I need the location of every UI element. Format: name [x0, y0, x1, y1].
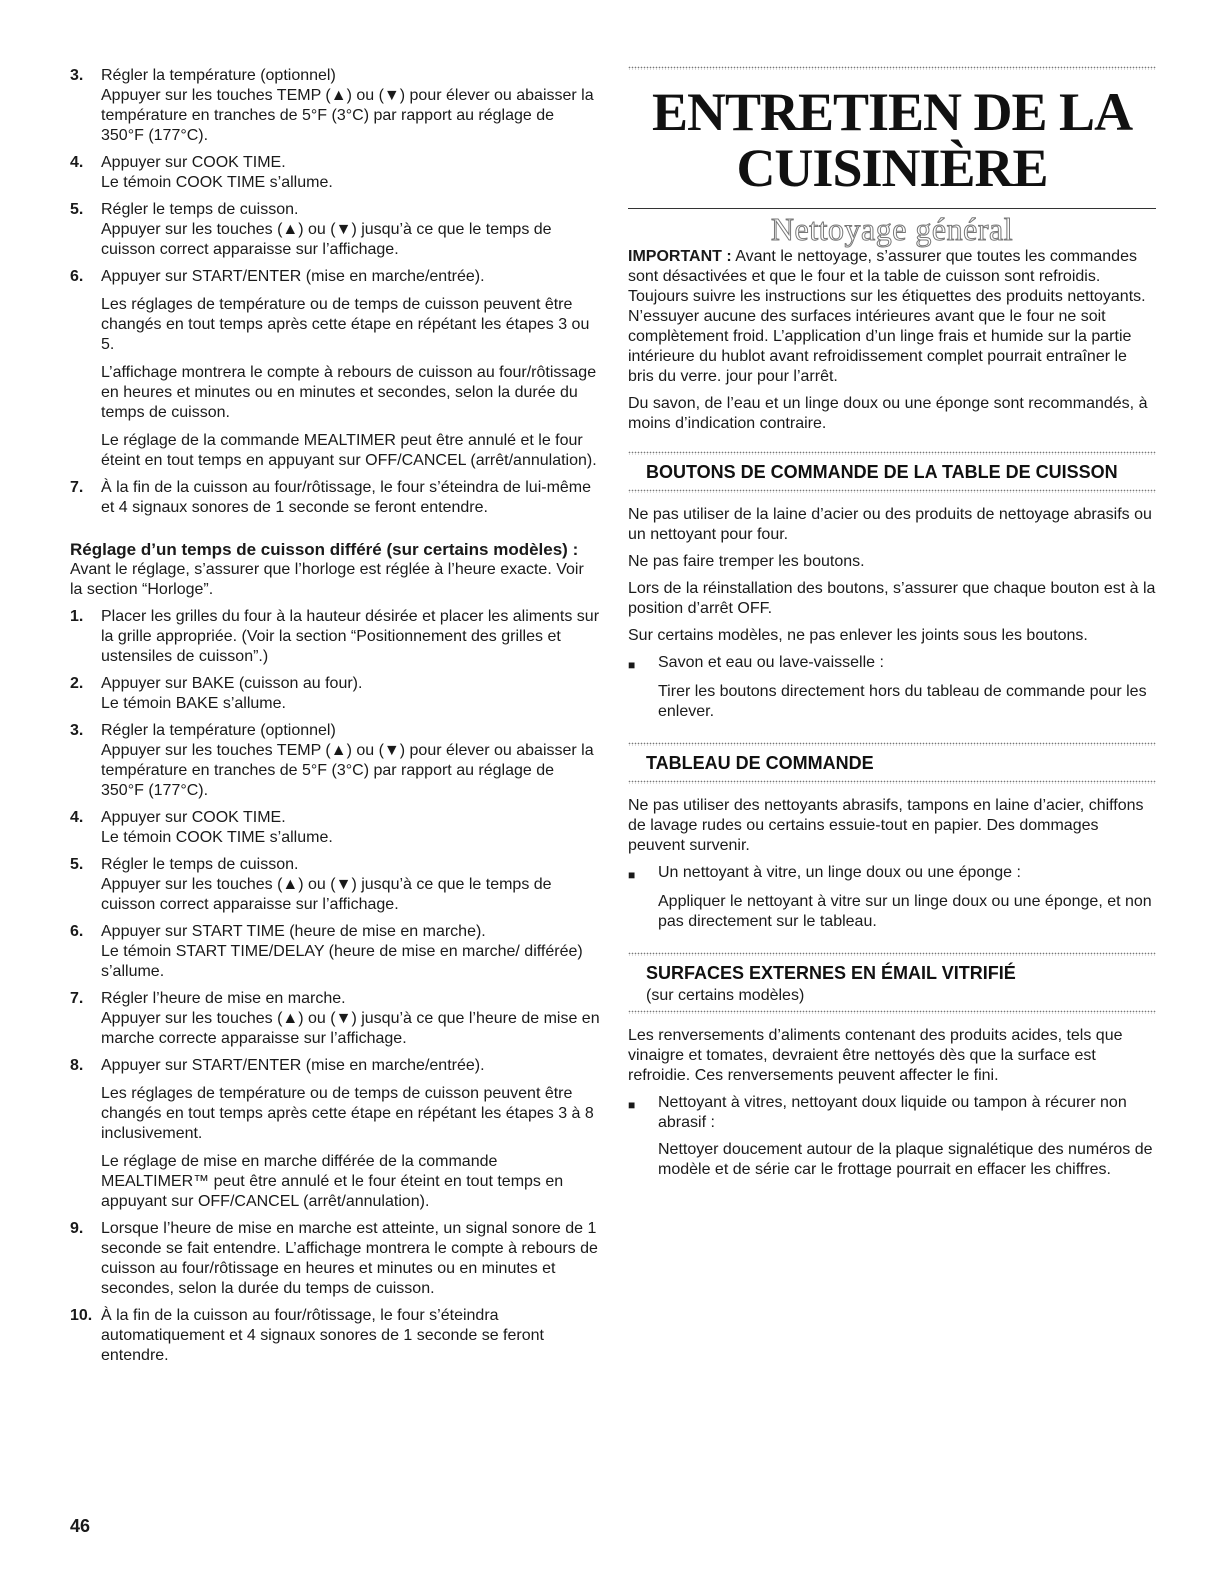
- step-2b: [70, 674, 600, 714]
- step-number: 4.: [70, 154, 84, 171]
- enamel-paragraph: Les renversements d’aliments contenant des produits acides, tels que vinaigre et tomates, devraient être nettoyés dès que la surface est refroidie. Ces renversements peuvent affecter le fini.: [628, 1027, 1123, 1084]
- step-text: Appuyer sur COOK TIME.: [101, 154, 286, 171]
- step-7a: [70, 478, 600, 518]
- step-text: Régler la température (optionnel): [101, 67, 336, 84]
- dotted-divider: [628, 66, 1156, 70]
- step-text: Le témoin COOK TIME s’allume.: [101, 174, 333, 191]
- step-text: Le témoin START TIME/DELAY (heure de mise en marche/ différée) s’allume.: [101, 943, 583, 980]
- step-number: 3.: [70, 67, 84, 84]
- title-line-2: CUISINIÈRE: [736, 138, 1048, 198]
- step-text: Appuyer sur les touches TEMP (▲) ou (▼) pour élever ou abaisser la température en tranches de 5°F (3°C) par rapport au réglage de 350°F (177°C).: [101, 87, 594, 144]
- step-text: Lorsque l’heure de mise en marche est atteinte, un signal sonore de 1 seconde se fait entendre. L’affichage montrera le compte à rebours de cuisson au four/rôtissage en heures et minutes ou en minutes et secondes, selon la durée du temps de cuisson.: [101, 1220, 598, 1297]
- section-heading-knobs: BOUTONS DE COMMANDE DE LA TABLE DE CUISSON: [646, 462, 1118, 482]
- step-text: Appuyer sur les touches TEMP (▲) ou (▼) pour élever ou abaisser la température en tranches de 5°F (3°C) par rapport au réglage de 350°F (177°C).: [101, 742, 594, 799]
- delay-intro: Avant le réglage, s’assurer que l’horloge est réglée à l’heure exacte. Voir la section “Horloge”.: [70, 561, 584, 598]
- page-title: [628, 84, 1156, 196]
- step-number: 7.: [70, 990, 84, 1007]
- dotted-divider: [628, 451, 1156, 455]
- bullet-text: Nettoyant à vitres, nettoyant doux liquide ou tampon à récurer non abrasif :: [658, 1094, 1127, 1131]
- step-text: Appuyer sur COOK TIME.: [101, 809, 286, 826]
- bullet-text: Savon et eau ou lave-vaisselle :: [658, 654, 884, 671]
- step-10b: [70, 1306, 600, 1366]
- left-column: [70, 66, 600, 1373]
- section-heading-control-panel: TABLEAU DE COMMANDE: [646, 753, 874, 773]
- important-paragraph: [628, 247, 1156, 387]
- knobs-paragraph: Lors de la réinstallation des boutons, s’assurer que chaque bouton est à la position d’arrêt OFF.: [628, 580, 1156, 617]
- step-text: Appuyer sur START/ENTER (mise en marche/entrée).: [101, 1057, 485, 1074]
- important-label: IMPORTANT :: [628, 248, 732, 265]
- step-number: 7.: [70, 479, 84, 496]
- step-number: 4.: [70, 809, 84, 826]
- dotted-divider: [628, 952, 1156, 956]
- bullet-square-icon: ■: [628, 868, 636, 882]
- step-text: Régler la température (optionnel): [101, 722, 336, 739]
- step-number: 3.: [70, 722, 84, 739]
- step-5b: [70, 855, 600, 915]
- dotted-divider: [628, 780, 1156, 784]
- step-text: Placer les grilles du four à la hauteur désirée et placer les aliments sur la grille appropriée. (Voir la section “Positionnement des grilles et ustensiles de cuisson”.): [101, 608, 600, 665]
- soap-paragraph: Du savon, de l’eau et un linge doux ou une éponge sont recommandés, à moins d’indication contraire.: [628, 395, 1148, 432]
- step-paragraph: Les réglages de température ou de temps de cuisson peuvent être changés en tout temps après cette étape en répétant les étapes 3 à 8 inclusivement.: [101, 1085, 594, 1142]
- step-text: À la fin de la cuisson au four/rôtissage, le four s’éteindra automatiquement et 4 signaux sonores de 1 seconde se feront entendre.: [101, 1307, 544, 1364]
- bullet-text: Un nettoyant à vitre, un linge doux ou une éponge :: [658, 864, 1021, 881]
- step-9b: [70, 1219, 600, 1299]
- section-heading-enamel: SURFACES EXTERNES EN ÉMAIL VITRIFIÉ: [646, 963, 1016, 983]
- bullet-item: [628, 653, 1156, 675]
- bullet-square-icon: ■: [628, 1098, 636, 1112]
- bullet-detail: Nettoyer doucement autour de la plaque signalétique des numéros de modèle et de série car le frottage pourrait en effacer les chiffres.: [658, 1141, 1153, 1178]
- delay-heading: Réglage d’un temps de cuisson différé (sur certains modèles) :: [70, 540, 579, 559]
- step-number: 1.: [70, 608, 84, 625]
- section-subtitle: Nettoyage général: [770, 211, 1014, 247]
- step-number: 10.: [70, 1307, 93, 1324]
- section-subheading-enamel: (sur certains modèles): [646, 987, 805, 1004]
- step-paragraph: Les réglages de température ou de temps de cuisson peuvent être changés en tout temps après cette étape en répétant les étapes 3 ou 5.: [101, 296, 590, 353]
- title-line-1: ENTRETIEN DE LA: [651, 82, 1133, 142]
- bullet-item: [628, 863, 1156, 885]
- step-number: 2.: [70, 675, 84, 692]
- dotted-divider: [628, 489, 1156, 493]
- bullet-item: [628, 1093, 1156, 1133]
- step-number: 5.: [70, 201, 84, 218]
- bullet-detail: Tirer les boutons directement hors du tableau de commande pour les enlever.: [658, 683, 1147, 720]
- step-number: 6.: [70, 268, 84, 285]
- step-text: Régler le temps de cuisson.: [101, 856, 299, 873]
- step-8b: [70, 1056, 600, 1212]
- step-4a: [70, 153, 600, 193]
- step-number: 6.: [70, 923, 84, 940]
- step-text: Appuyer sur les touches (▲) ou (▼) jusqu’à ce que l’heure de mise en marche correcte apparaisse sur l’affichage.: [101, 1010, 600, 1047]
- step-6a: [70, 267, 600, 471]
- step-text: Le témoin BAKE s’allume.: [101, 695, 286, 712]
- step-text: Appuyer sur BAKE (cuisson au four).: [101, 675, 363, 692]
- step-number: 9.: [70, 1220, 84, 1237]
- step-paragraph: L’affichage montrera le compte à rebours de cuisson au four/rôtissage en heures et minutes ou en minutes et secondes, selon la durée du temps de cuisson.: [101, 364, 597, 421]
- step-3b: [70, 721, 600, 801]
- bullet-detail: Appliquer le nettoyant à vitre sur un linge doux ou une éponge, et non pas directement sur le tableau.: [658, 893, 1152, 930]
- step-number: 5.: [70, 856, 84, 873]
- dotted-divider: [628, 1010, 1156, 1014]
- knobs-paragraph: Sur certains modèles, ne pas enlever les joints sous les boutons.: [628, 627, 1088, 644]
- control-panel-paragraph: Ne pas utiliser des nettoyants abrasifs, tampons en laine d’acier, chiffons de lavage rudes ou certains essuie-tout en papier. Des dommages peuvent survenir.: [628, 797, 1144, 854]
- step-text: Régler le temps de cuisson.: [101, 201, 299, 218]
- right-column: [628, 66, 1156, 1190]
- bullet-square-icon: ■: [628, 658, 636, 672]
- step-6b: [70, 922, 600, 982]
- step-3a: [70, 66, 600, 146]
- step-text: Appuyer sur les touches (▲) ou (▼) jusqu’à ce que le temps de cuisson correct apparaisse sur l’affichage.: [101, 876, 552, 913]
- step-text: Appuyer sur START/ENTER (mise en marche/entrée).: [101, 268, 485, 285]
- knobs-paragraph: Ne pas faire tremper les boutons.: [628, 553, 865, 570]
- step-5a: [70, 200, 600, 260]
- important-text: Avant le nettoyage, s’assurer que toutes les commandes sont désactivées et que le four et la table de cuisson sont refroidis. Toujours suivre les instructions sur les étiquettes des produits nettoyants. N’essuyer aucune des surfaces intérieures avant que le four ne soit complètement froid. L’application d’un linge frais et humide sur la partie intérieure du hublot avant refroidissement complet pourrait entraîner le bris du verre. jour pour l’arrêt.: [628, 248, 1146, 385]
- page-number: 46: [70, 1516, 91, 1536]
- step-text: Régler l’heure de mise en marche.: [101, 990, 346, 1007]
- title-rule: [628, 208, 1156, 209]
- step-text: Appuyer sur les touches (▲) ou (▼) jusqu’à ce que le temps de cuisson correct apparaisse sur l’affichage.: [101, 221, 552, 258]
- step-number: 8.: [70, 1057, 84, 1074]
- step-text: À la fin de la cuisson au four/rôtissage, le four s’éteindra de lui-même et 4 signaux sonores de 1 seconde se feront entendre.: [101, 479, 592, 516]
- step-paragraph: Le réglage de la commande MEALTIMER peut être annulé et le four éteint en tout temps en appuyant sur OFF/CANCEL (arrêt/annulation).: [101, 432, 597, 469]
- step-text: Appuyer sur START TIME (heure de mise en marche).: [101, 923, 486, 940]
- step-paragraph: Le réglage de mise en marche différée de la commande MEALTIMER™ peut être annulé et le four éteint en tout temps en appuyant sur OFF/CANCEL (arrêt/annulation).: [101, 1153, 564, 1210]
- step-1b: [70, 607, 600, 667]
- step-7b: [70, 989, 600, 1049]
- step-text: Le témoin COOK TIME s’allume.: [101, 829, 333, 846]
- knobs-paragraph: Ne pas utiliser de la laine d’acier ou des produits de nettoyage abrasifs ou un nettoyant pour four.: [628, 506, 1152, 543]
- dotted-divider: [628, 742, 1156, 746]
- step-4b: [70, 808, 600, 848]
